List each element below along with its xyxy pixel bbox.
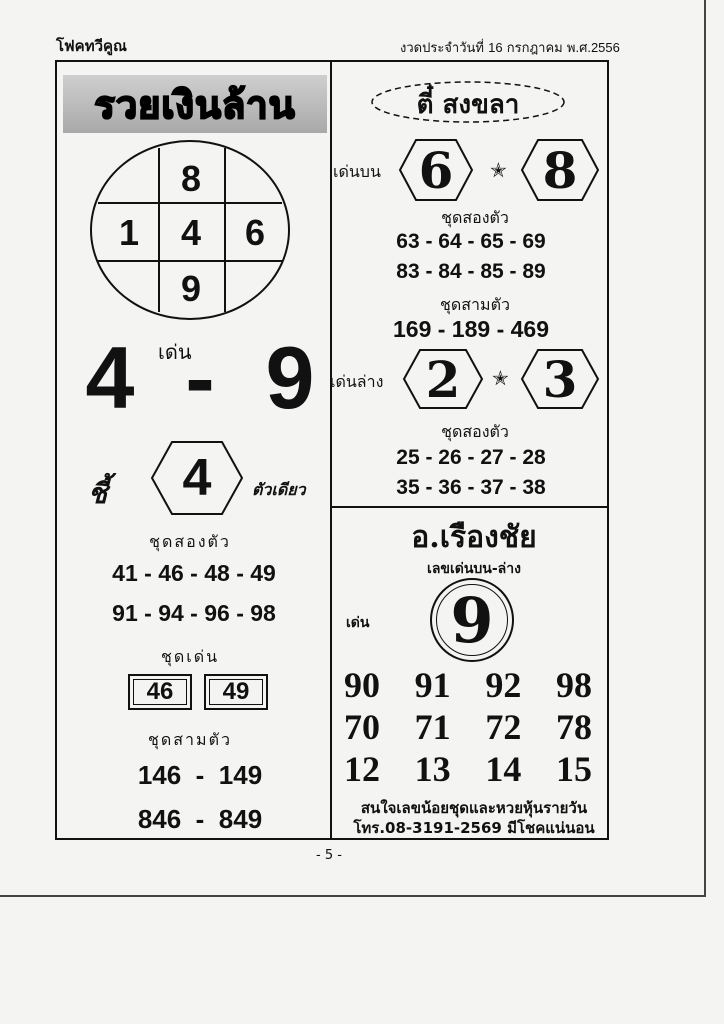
upper-hexagon-1 (398, 138, 474, 202)
lower-hexagon-1 (402, 348, 484, 410)
grid-center-number: 4 (180, 212, 202, 253)
three-digit-row-1: 146 - 149 (137, 760, 263, 790)
three-digit-row-2: 846 - 849 (137, 804, 263, 834)
star-icon: ✭ (490, 158, 507, 182)
draw-month: กรกฎาคม (506, 41, 563, 56)
featured-dash: - (185, 328, 215, 427)
pointer-number: 4 (182, 449, 212, 507)
draw-date (400, 37, 620, 58)
single-digit-label: ตัวเดียว (252, 480, 306, 499)
footer-note-1: สนใจเลขน้อยชุดและหวยหุ้นรายวัน (360, 799, 588, 817)
two-digit-label: ชุดสองตัว (149, 532, 231, 551)
right-bottom-featured-number: 9 (450, 583, 494, 657)
upper-number-1: 6 (418, 140, 454, 200)
lower-number-2: 3 (542, 349, 578, 409)
pointer-label: ชี้ (88, 477, 108, 510)
grid-number: 91 (414, 665, 451, 705)
two-digit-row-2: 91 - 94 - 96 - 98 (112, 600, 276, 626)
featured-set-box-2: 49 (204, 674, 268, 710)
upper-three-digit-label: ชุดสามตัว (440, 295, 510, 314)
grid-number: 78 (555, 707, 592, 747)
draw-day: 16 (488, 40, 503, 55)
featured-set-box-1: 46 (128, 674, 192, 710)
page-number: - 5 - (316, 848, 342, 863)
grid-top-number: 8 (180, 158, 202, 199)
grid-line (98, 202, 282, 204)
grid-bottom-number: 9 (180, 268, 202, 309)
featured-first: 4 (85, 328, 135, 427)
featured-second: 9 (265, 328, 315, 427)
grid-number: 98 (555, 665, 592, 705)
pointer-hexagon (150, 440, 244, 516)
lower-hexagon-2 (520, 348, 600, 410)
lower-two-digit-row-2: 35 - 36 - 37 - 38 (396, 476, 546, 499)
lower-two-digit-label: ชุดสองตัว (441, 422, 509, 441)
number-grid-row-2 (344, 706, 592, 748)
upper-label: เด่นบน (333, 162, 381, 181)
grid-line (98, 260, 282, 262)
left-title: รวยเงินล้าน (94, 81, 296, 127)
number-grid-row-1 (344, 664, 592, 706)
grid-number: 14 (485, 749, 522, 789)
upper-two-digit-row-1: 63 - 64 - 65 - 69 (396, 230, 546, 253)
column-divider (330, 62, 332, 838)
grid-number: 15 (555, 749, 592, 789)
grid-number: 92 (485, 665, 522, 705)
lower-two-digit-row-1: 25 - 26 - 27 - 28 (396, 446, 546, 469)
section-divider (331, 506, 607, 508)
upper-hexagon-2 (520, 138, 600, 202)
featured-set-label: ชุดเด่น (160, 647, 220, 666)
grid-number: 72 (485, 707, 522, 747)
featured-pair (70, 328, 330, 428)
lower-number-1: 2 (425, 349, 461, 409)
grid-number: 71 (414, 707, 451, 747)
upper-two-digit-row-2: 83 - 84 - 85 - 89 (396, 260, 546, 283)
grid-right-number: 6 (244, 212, 266, 253)
featured-label: เด่น (158, 340, 192, 364)
lower-label: เด่นล่าง (330, 372, 384, 391)
three-digit-label: ชุดสามตัว (148, 730, 232, 749)
upper-number-2: 8 (542, 140, 578, 200)
grid-left-number: 1 (118, 212, 140, 253)
draw-prefix: งวดประจำวันที่ (400, 41, 484, 56)
grid-number: 70 (344, 707, 380, 747)
right-bottom-subtitle: เลขเด่นบน-ล่าง (427, 561, 521, 577)
left-title-banner (63, 75, 327, 133)
upper-three-digit-row: 169 - 189 - 469 (392, 316, 549, 342)
right-bottom-featured-label: เด่น (346, 615, 370, 631)
number-grid-row-3 (344, 748, 592, 790)
upper-two-digit-label: ชุดสองตัว (441, 208, 509, 227)
right-bottom-featured-circle (430, 578, 514, 662)
grid-number: 13 (414, 749, 451, 789)
draw-year: พ.ศ.2556 (566, 40, 620, 55)
right-bottom-title: อ.เรืองชัย (411, 520, 537, 555)
grid-number: 90 (344, 665, 380, 705)
two-digit-row-1: 41 - 46 - 48 - 49 (112, 560, 276, 586)
publisher-name: โฟคทวีคูณ (56, 37, 127, 55)
footer-note-2: โทร.08-3191-2569 มีโชคแน่นอน (353, 819, 595, 837)
right-title: ตี๋ สงขลา (416, 90, 520, 120)
star-icon: ✭ (492, 366, 509, 390)
grid-number: 12 (344, 749, 380, 789)
